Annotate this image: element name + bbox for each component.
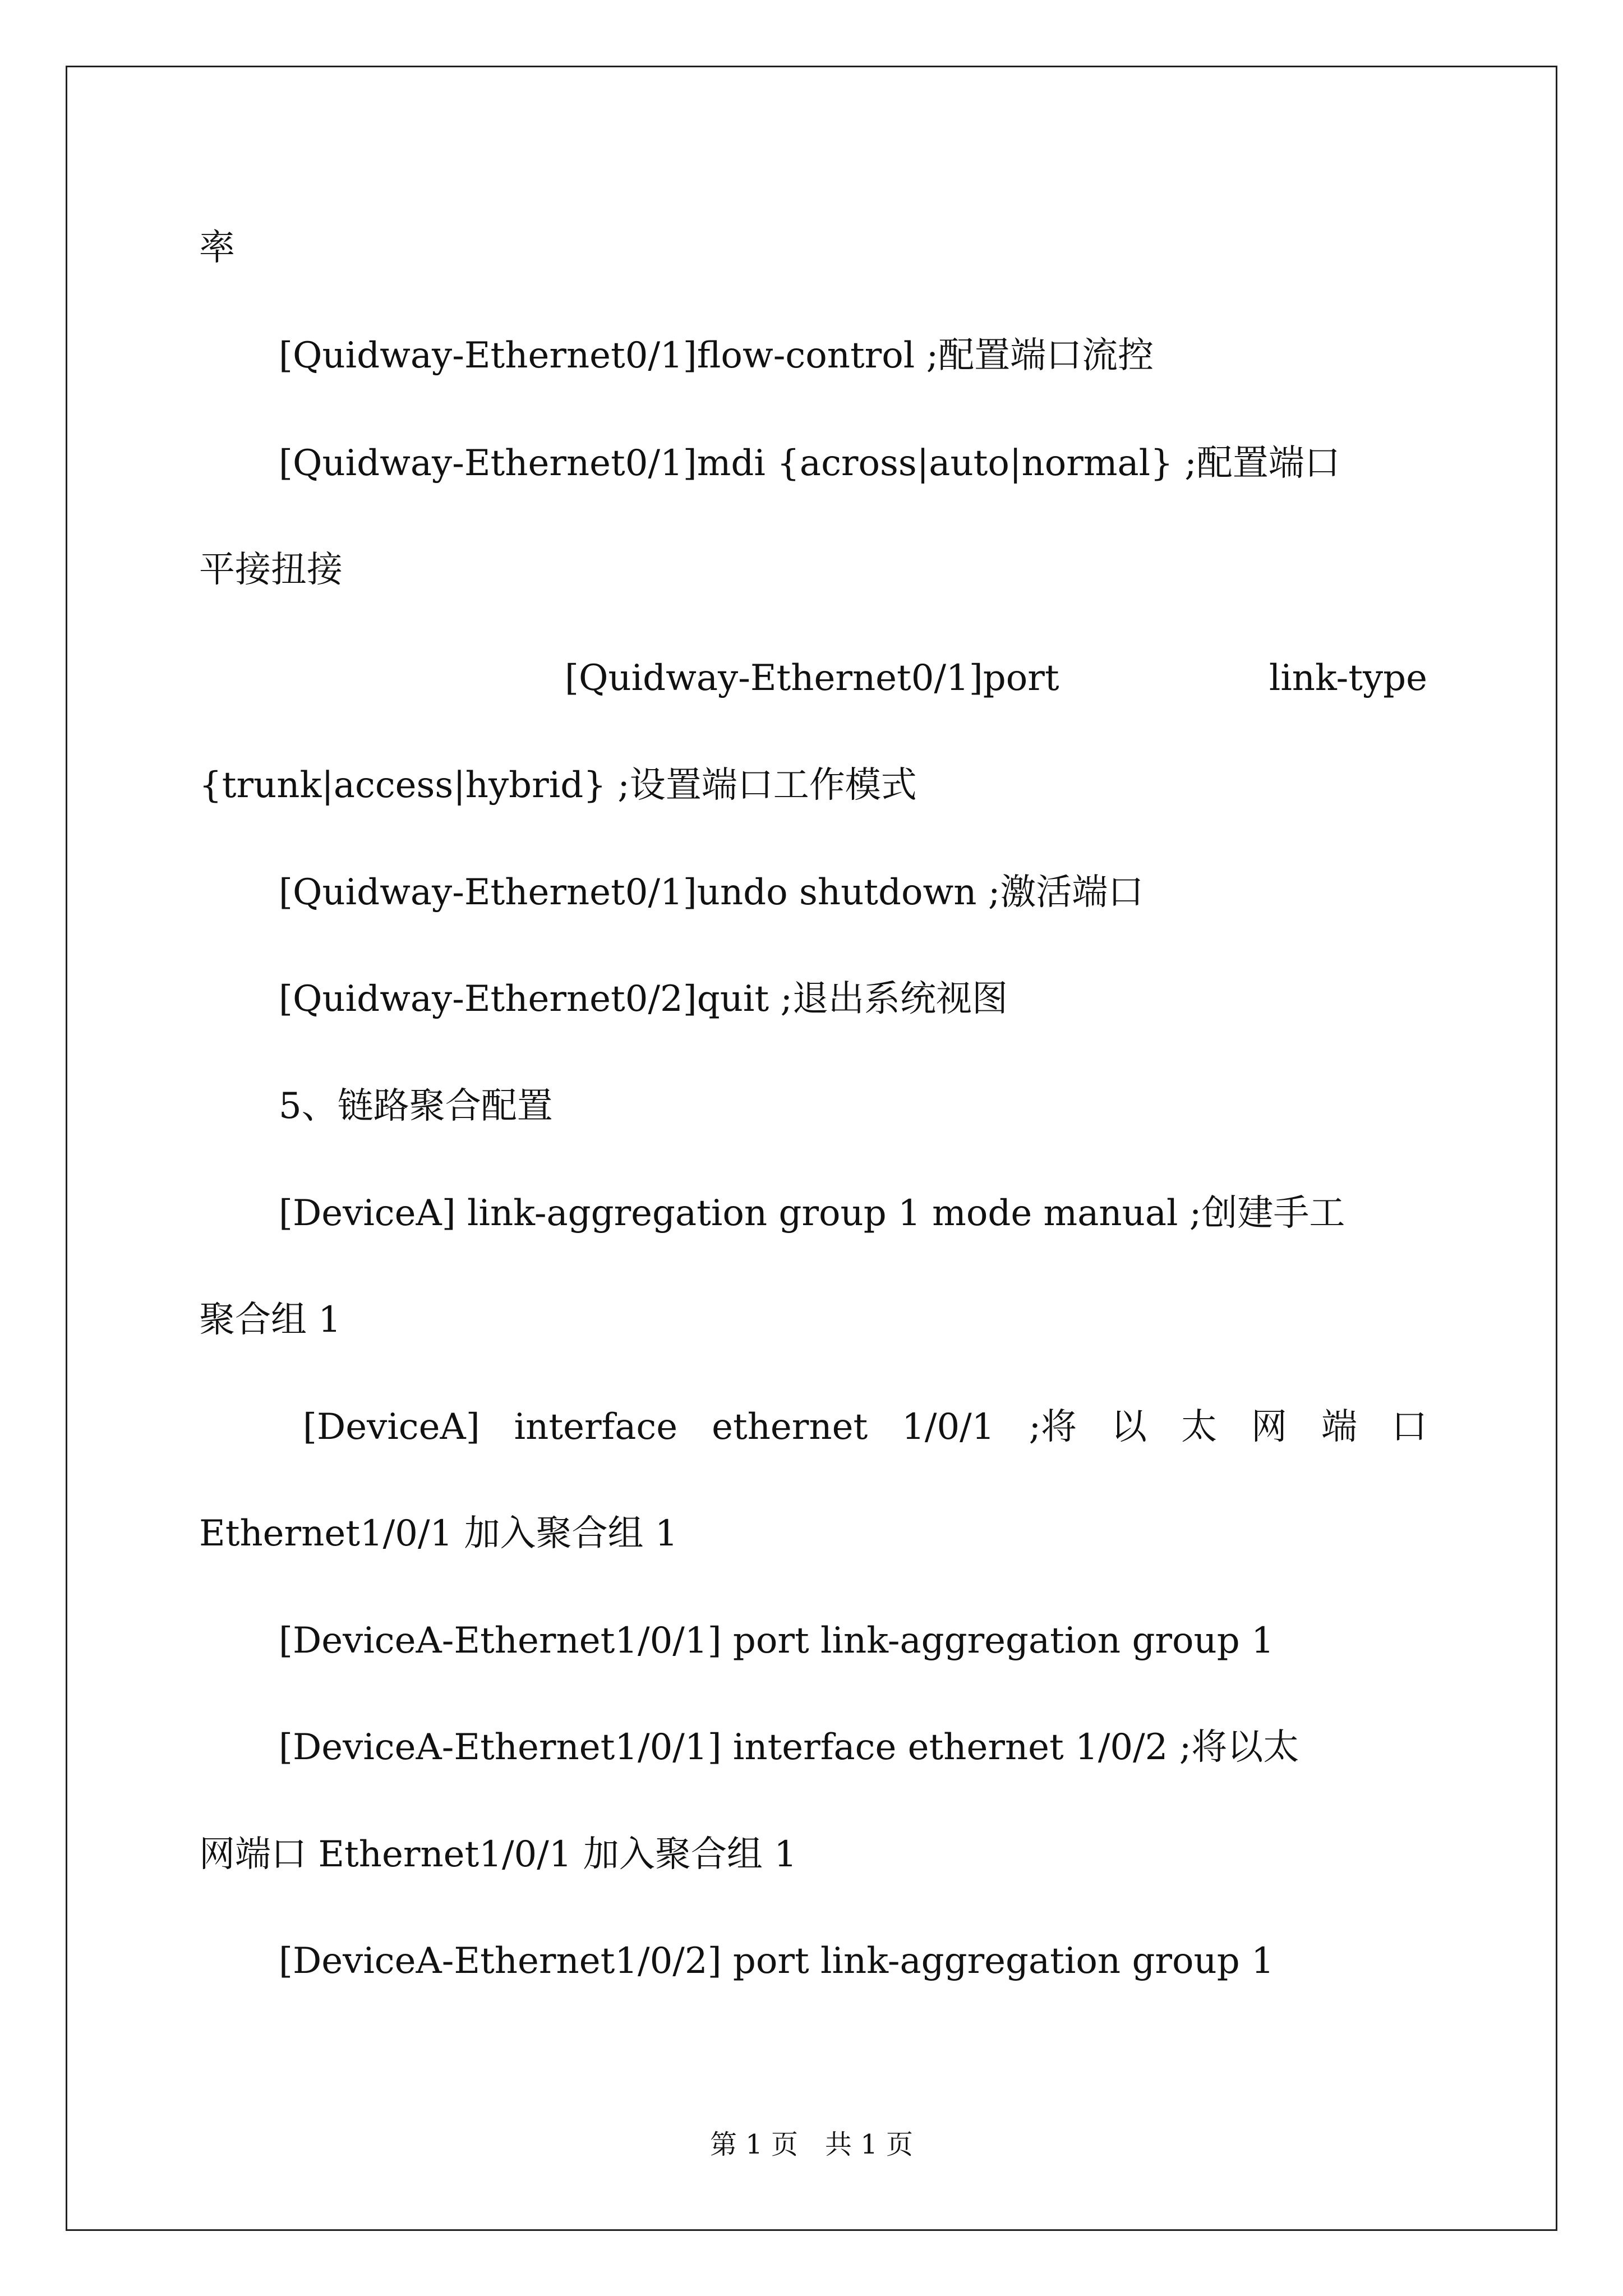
text-segment: 口: [1391, 1406, 1427, 1448]
text-line: [DeviceA-Ethernet1/0/2] port link-aggregation group 1: [279, 1940, 1274, 1982]
text-segment: [DeviceA]: [303, 1406, 480, 1448]
text-line: Ethernet1/0/1 加入聚合组 1: [199, 1513, 678, 1554]
text-line: [DeviceA-Ethernet1/0/1] interface ethernet 1/0/2 ;将以太: [279, 1727, 1299, 1768]
text-line: [Quidway-Ethernet0/1]flow-control ;配置端口流控: [279, 335, 1154, 376]
text-segment: ethernet: [712, 1406, 868, 1448]
text-segment: interface: [514, 1406, 678, 1448]
text-segment: 端: [1321, 1406, 1357, 1448]
text-segment: 以: [1110, 1406, 1147, 1448]
text-segment: [Quidway-Ethernet0/1]port: [565, 657, 1059, 699]
text-line: [Quidway-Ethernet0/2]quit ;退出系统视图: [279, 978, 1008, 1020]
justified-line: [199, 656, 1427, 701]
text-line: [DeviceA] link-aggregation group 1 mode manual ;创建手工: [279, 1193, 1345, 1234]
text-segment: 太: [1181, 1406, 1217, 1448]
text-line: 平接扭接: [199, 549, 343, 591]
section-heading: 5、链路聚合配置: [279, 1085, 553, 1127]
text-line: [DeviceA-Ethernet1/0/1] port link-aggregation group 1: [279, 1620, 1274, 1662]
text-line: 率: [199, 227, 235, 269]
page-footer: 第 1 页 共 1 页: [709, 2129, 914, 2160]
text-segment: link-type: [1269, 657, 1427, 699]
text-line: [Quidway-Ethernet0/1]undo shutdown ;激活端口: [279, 872, 1144, 913]
text-segment: 网: [1251, 1406, 1287, 1448]
text-segment: 1/0/1: [902, 1406, 995, 1448]
page-border: [66, 66, 1557, 2231]
text-line: {trunk|access|hybrid} ;设置端口工作模式: [199, 765, 917, 806]
text-line: 网端口 Ethernet1/0/1 加入聚合组 1: [199, 1834, 797, 1875]
text-line: [Quidway-Ethernet0/1]mdi {across|auto|normal} ;配置端口: [279, 443, 1340, 484]
text-segment: ;将: [1029, 1406, 1077, 1448]
justified-line: [303, 1405, 1427, 1450]
text-line: 聚合组 1: [199, 1299, 342, 1341]
